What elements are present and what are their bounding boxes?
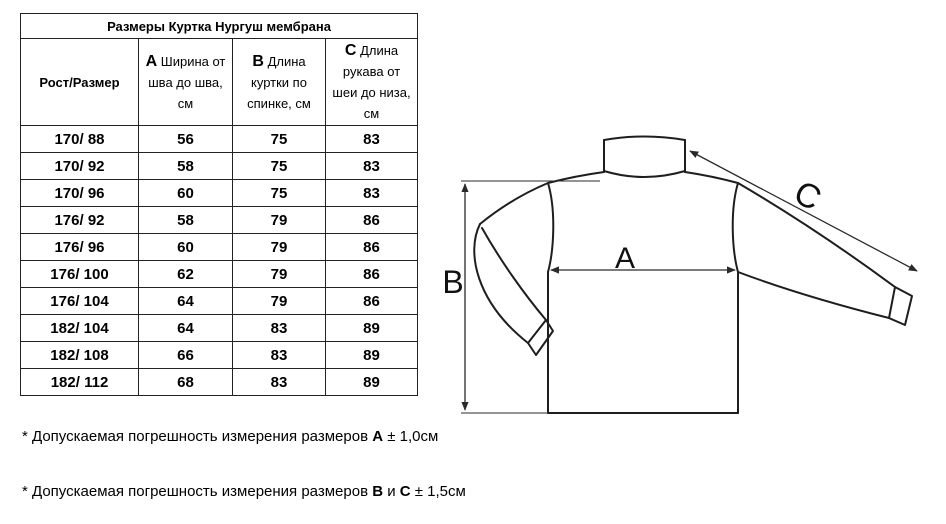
cell-size: 182/ 108: [21, 342, 139, 369]
cell-size: 176/ 100: [21, 261, 139, 288]
tolerance-note-bc: [22, 483, 466, 501]
cell-a: 64: [139, 288, 233, 315]
cell-b: 79: [233, 207, 326, 234]
cell-b: 79: [233, 234, 326, 261]
tolerance-note-a: [22, 428, 438, 446]
cell-b: 75: [233, 126, 326, 153]
cell-a: 60: [139, 234, 233, 261]
cell-c: 89: [326, 342, 418, 369]
right-shoulder-sleeve-top: [685, 172, 895, 287]
cell-a: 60: [139, 180, 233, 207]
note-bc-prefix: * Допускаемая погрешность измерения размеров: [22, 483, 373, 500]
cell-a: 62: [139, 261, 233, 288]
table-row: [21, 369, 418, 396]
header-a-line-1: [139, 51, 232, 72]
measure-c-line: [690, 151, 917, 271]
note-bc-middle: и: [383, 483, 400, 500]
cell-c: 83: [326, 153, 418, 180]
cell-a: 64: [139, 315, 233, 342]
header-width-a: [139, 39, 233, 126]
note-a-suffix: ± 1,0см: [383, 428, 439, 445]
cell-a: 58: [139, 153, 233, 180]
cell-c: 83: [326, 180, 418, 207]
header-a-line-2: шва до шва,: [148, 74, 223, 90]
left-cuff: [528, 320, 553, 355]
note-a-letter: A: [372, 428, 384, 445]
header-b-line-3: спинке, см: [247, 95, 311, 111]
left-sleeve-inner: [482, 228, 546, 320]
header-b-text-1: Длина: [267, 53, 306, 69]
cell-c: 86: [326, 288, 418, 315]
cell-b: 75: [233, 153, 326, 180]
cell-b: 79: [233, 261, 326, 288]
body-left-side: [548, 183, 553, 413]
header-a-line-3: см: [177, 95, 194, 111]
cell-c: 89: [326, 369, 418, 396]
header-b-letter: B: [252, 52, 264, 70]
cell-size: 170/ 92: [21, 153, 139, 180]
header-b-line-1: [233, 51, 325, 72]
left-shoulder-outline: [480, 172, 604, 224]
label-c: C: [787, 173, 828, 219]
cell-size: 170/ 96: [21, 180, 139, 207]
table-row: [21, 180, 418, 207]
cell-b: 83: [233, 369, 326, 396]
header-a-text-1: Ширина от: [160, 53, 226, 69]
header-c-line-2: рукава от: [342, 64, 401, 79]
header-c-line-3: шеи до низа,: [332, 85, 411, 100]
table-row: [21, 261, 418, 288]
cell-size: 182/ 112: [21, 369, 139, 396]
cell-c: 83: [326, 126, 418, 153]
cell-c: 89: [326, 315, 418, 342]
collar-top: [604, 137, 685, 141]
cell-c: 86: [326, 261, 418, 288]
cell-size: 176/ 104: [21, 288, 139, 315]
header-a-letter: A: [145, 52, 158, 70]
right-cuff: [889, 287, 912, 325]
table-row: [21, 342, 418, 369]
cell-size: 170/ 88: [21, 126, 139, 153]
note-bc-letter-c: C: [399, 483, 411, 500]
left-sleeve-outer: [474, 224, 528, 343]
header-size: Рост/Размер: [21, 39, 139, 126]
cell-b: 75: [233, 180, 326, 207]
note-a-prefix: * Допускаемая погрешность измерения размеров: [22, 428, 373, 445]
cell-size: 176/ 92: [21, 207, 139, 234]
label-b: B: [442, 264, 464, 300]
note-bc-letter-b: B: [372, 483, 384, 500]
table-row: [21, 126, 418, 153]
header-c-line-4: см: [363, 106, 380, 121]
cell-b: 83: [233, 315, 326, 342]
table-row: [21, 207, 418, 234]
cell-b: 79: [233, 288, 326, 315]
note-bc-suffix: ± 1,5см: [410, 483, 466, 500]
cell-a: 68: [139, 369, 233, 396]
header-length-b: [233, 39, 326, 126]
table-row: [21, 315, 418, 342]
header-b-line-2: куртки по: [251, 74, 307, 90]
cell-a: 56: [139, 126, 233, 153]
header-c-line-1: [326, 40, 417, 61]
table-header-row: [21, 39, 418, 126]
header-c-text-1: Длина: [360, 43, 399, 58]
cell-c: 86: [326, 234, 418, 261]
right-sleeve-bottom: [738, 272, 889, 318]
cell-b: 83: [233, 342, 326, 369]
header-sleeve-c: [326, 39, 418, 126]
cell-size: 182/ 104: [21, 315, 139, 342]
cell-a: 58: [139, 207, 233, 234]
label-a: A: [614, 242, 636, 275]
collar-neckline: [604, 171, 685, 177]
cell-a: 66: [139, 342, 233, 369]
cell-c: 86: [326, 207, 418, 234]
body-right-side: [733, 183, 738, 413]
table-title: Размеры Куртка Нургуш мембрана: [21, 14, 418, 39]
header-c-letter: C: [344, 42, 357, 59]
cell-size: 176/ 96: [21, 234, 139, 261]
table-row: [21, 153, 418, 180]
table-title-row: [21, 14, 418, 39]
table-row: [21, 288, 418, 315]
size-table: [20, 13, 418, 396]
table-row: [21, 234, 418, 261]
